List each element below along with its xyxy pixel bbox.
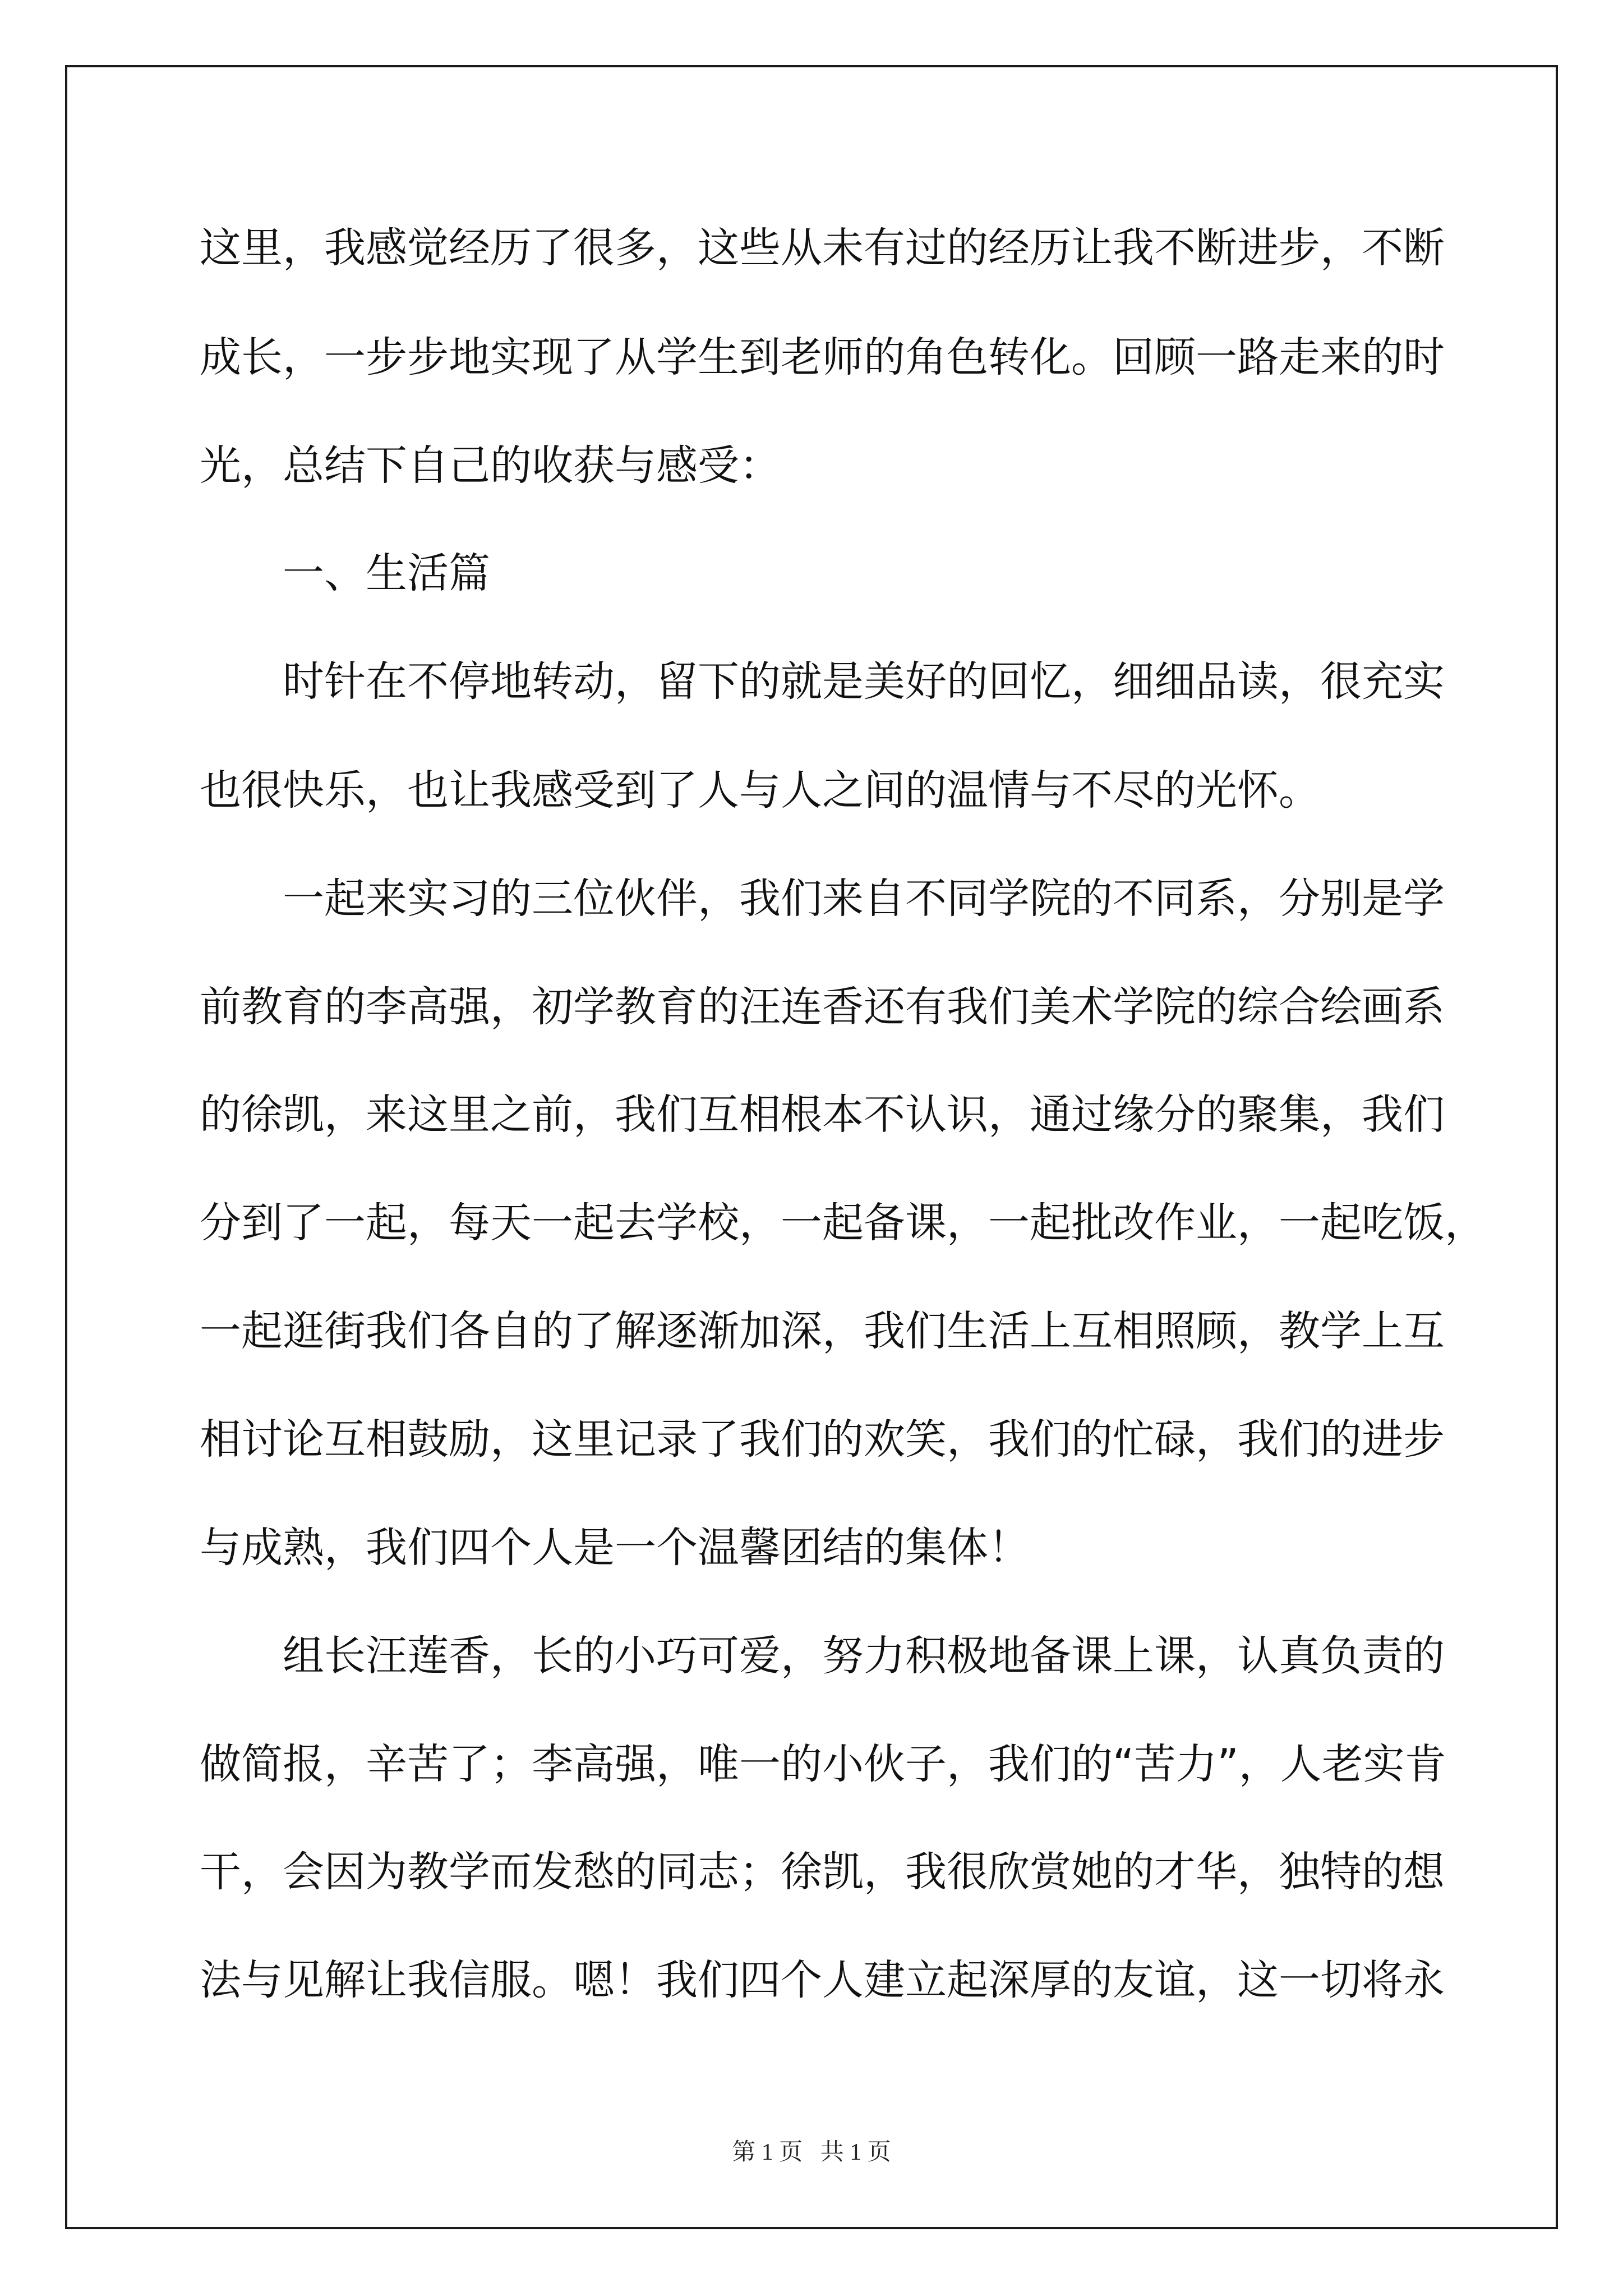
text-line: 一起来实习的三位伙伴，我们来自不同学院的不同系，分别是学	[283, 875, 1445, 923]
text-line: 也很快乐，也让我感受到了人与人之间的温情与不尽的光怀。	[200, 766, 1320, 815]
text-line: 这里，我感觉经历了很多，这些从未有过的经历让我不断进步，不断	[200, 224, 1445, 272]
page-border	[65, 65, 1558, 2229]
text-line: 相讨论互相鼓励，这里记录了我们的欢笑，我们的忙碌，我们的进步	[200, 1415, 1445, 1464]
text-line: 组长汪莲香，长的小巧可爱，努力积极地备课上课，认真负责的	[283, 1632, 1445, 1680]
text-line: 干，会因为教学而发愁的同志；徐凯，我很欣赏她的才华，独特的想	[200, 1848, 1445, 1896]
text-line: 成长，一步步地实现了从学生到老师的角色转化。回顾一路走来的时	[200, 333, 1445, 381]
text-line: 的徐凯，来这里之前，我们互相根本不认识，通过缘分的聚集，我们	[200, 1091, 1445, 1139]
section-heading: 一、生活篇	[283, 549, 490, 597]
text-line: 前教育的李高强，初学教育的汪连香还有我们美术学院的综合绘画系	[200, 983, 1445, 1031]
text-line: 与成熟，我们四个人是一个温馨团结的集体！	[200, 1524, 1030, 1572]
text-line: 做简报，辛苦了；李高强，唯一的小伙子，我们的“苦力”，人老实肯	[200, 1740, 1446, 1788]
text-line: 时针在不停地转动，留下的就是美好的回忆，细细品读，很充实	[283, 657, 1445, 706]
text-line: 光，总结下自己的收获与感受：	[200, 441, 781, 490]
text-line: 法与见解让我信服。嗯！我们四个人建立起深厚的友谊，这一切将永	[200, 1956, 1445, 2004]
text-line: 一起逛街我们各自的了解逐渐加深，我们生活上互相照顾，教学上互	[200, 1307, 1445, 1355]
text-line: 分到了一起，每天一起去学校，一起备课，一起批改作业，一起吃饭，	[200, 1199, 1486, 1247]
page-footer: 第 1 页 共 1 页	[732, 2139, 891, 2165]
